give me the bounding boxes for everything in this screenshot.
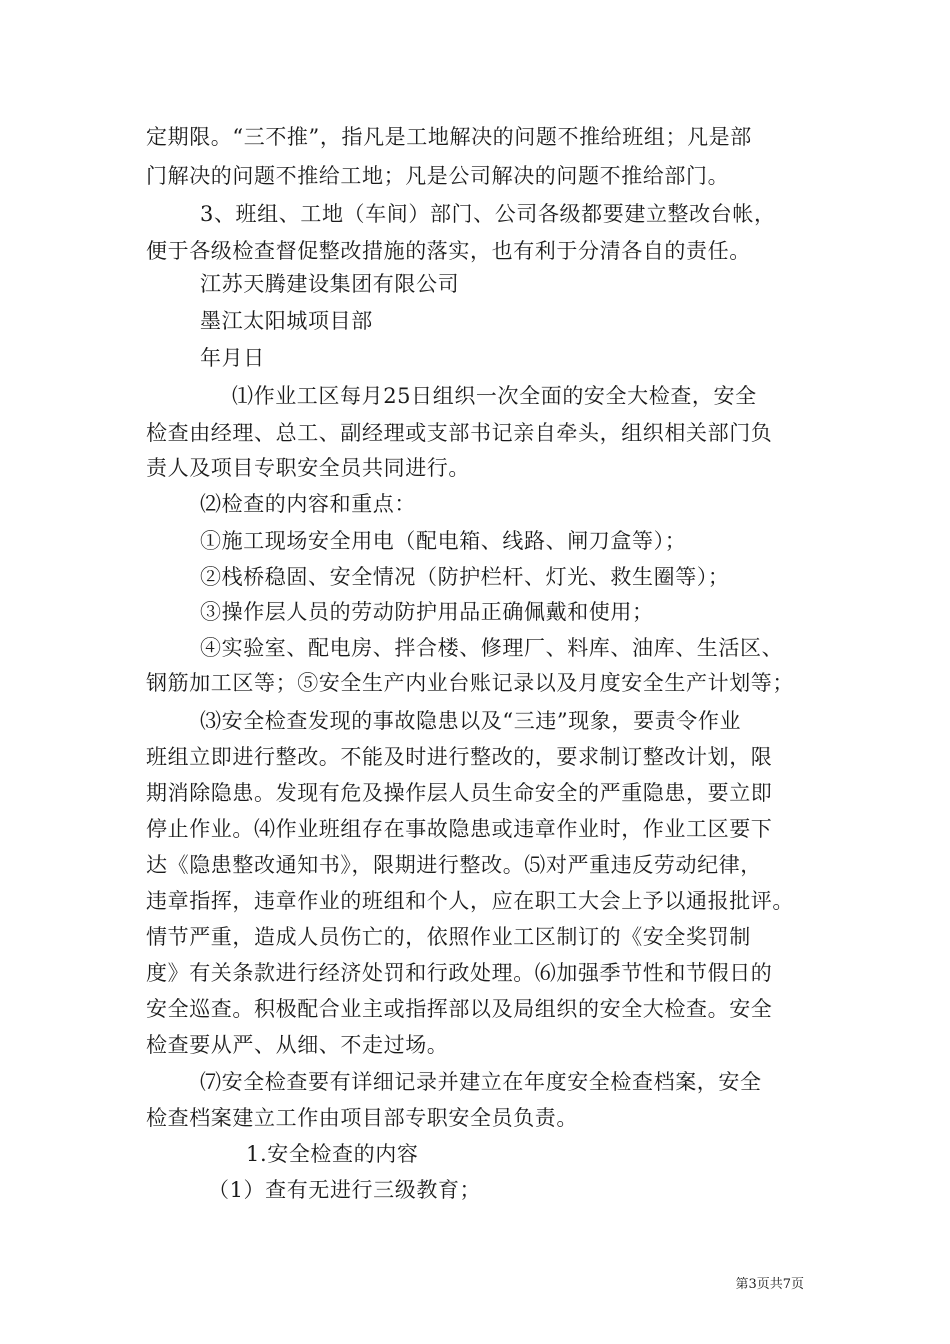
text-line-2: 门解决的问题不推给工地；凡是公司解决的问题不推给部门。 [146, 164, 730, 188]
text-line-26: 检查要从严、从细、不走过场。 [146, 1033, 449, 1057]
text-line-23: 情节严重，造成人员伤亡的，依照作业工区制订的《安全奖罚制 [146, 925, 751, 949]
text-line-3: 3、班组、工地（车间）部门、公司各级都要建立整改台帐， [200, 202, 776, 226]
company-name: 江苏天腾建设集团有限公司 [200, 272, 460, 296]
text-line-11: ⑵检查的内容和重点： [200, 492, 416, 516]
text-line-9: 检查由经理、总工、副经理或支部书记亲自牵头，组织相关部门负 [146, 421, 773, 445]
text-line-10: 责人及项目专职安全员共同进行。 [146, 456, 470, 480]
text-line-8: ⑴作业工区每月25日组织一次全面的安全大检查，安全 [232, 384, 757, 408]
text-line-12: ①施工现场安全用电（配电箱、线路、闸刀盒等）； [200, 529, 687, 553]
text-line-15: ④实验室、配电房、拌合楼、修理厂、料库、油库、生活区、 [200, 636, 784, 660]
project-department: 墨江太阳城项目部 [200, 309, 373, 333]
text-line-20: 停止作业。⑷作业班组存在事故隐患或违章作业时，作业工区要下 [146, 817, 773, 841]
text-line-30: （1）查有无进行三级教育； [208, 1178, 482, 1202]
text-line-22: 违章指挥，违章作业的班组和个人，应在职工大会上予以通报批评。 [146, 889, 794, 913]
text-line-14: ③操作层人员的劳动防护用品正确佩戴和使用； [200, 600, 654, 624]
page-number: 第3页共7页 [735, 1277, 804, 1292]
text-line-17: ⑶安全检查发现的事故隐患以及“三违”现象，要责令作业 [200, 709, 742, 733]
date-line: 年月日 [200, 346, 265, 370]
text-line-16: 钢筋加工区等；⑤安全生产内业台账记录以及月度安全生产计划等； [146, 671, 794, 695]
text-line-21: 达《隐患整改通知书》，限期进行整改。⑸对严重违反劳动纪律， [146, 853, 762, 877]
text-line-18: 班组立即进行整改。不能及时进行整改的，要求制订整改计划，限 [146, 745, 773, 769]
text-line-25: 安全巡查。积极配合业主或指挥部以及局组织的安全大检查。安全 [146, 997, 773, 1021]
text-line-24: 度》有关条款进行经济处罚和行政处理。⑹加强季节性和节假日的 [146, 961, 773, 985]
text-line-19: 期消除隐患。发现有危及操作层人员生命安全的严重隐患，要立即 [146, 781, 773, 805]
text-line-1: 定期限。“三不推”，指凡是工地解决的问题不推给班组；凡是部 [146, 125, 752, 149]
section-heading: 1.安全检查的内容 [246, 1142, 419, 1166]
text-line-13: ②栈桥稳固、安全情况（防护栏杆、灯光、救生圈等）； [200, 565, 730, 589]
text-line-28: 检查档案建立工作由项目部专职安全员负责。 [146, 1106, 578, 1130]
text-line-4: 便于各级检查督促整改措施的落实，也有利于分清各自的责任。 [146, 239, 751, 263]
text-line-27: ⑺安全检查要有详细记录并建立在年度安全检查档案，安全 [200, 1070, 762, 1094]
